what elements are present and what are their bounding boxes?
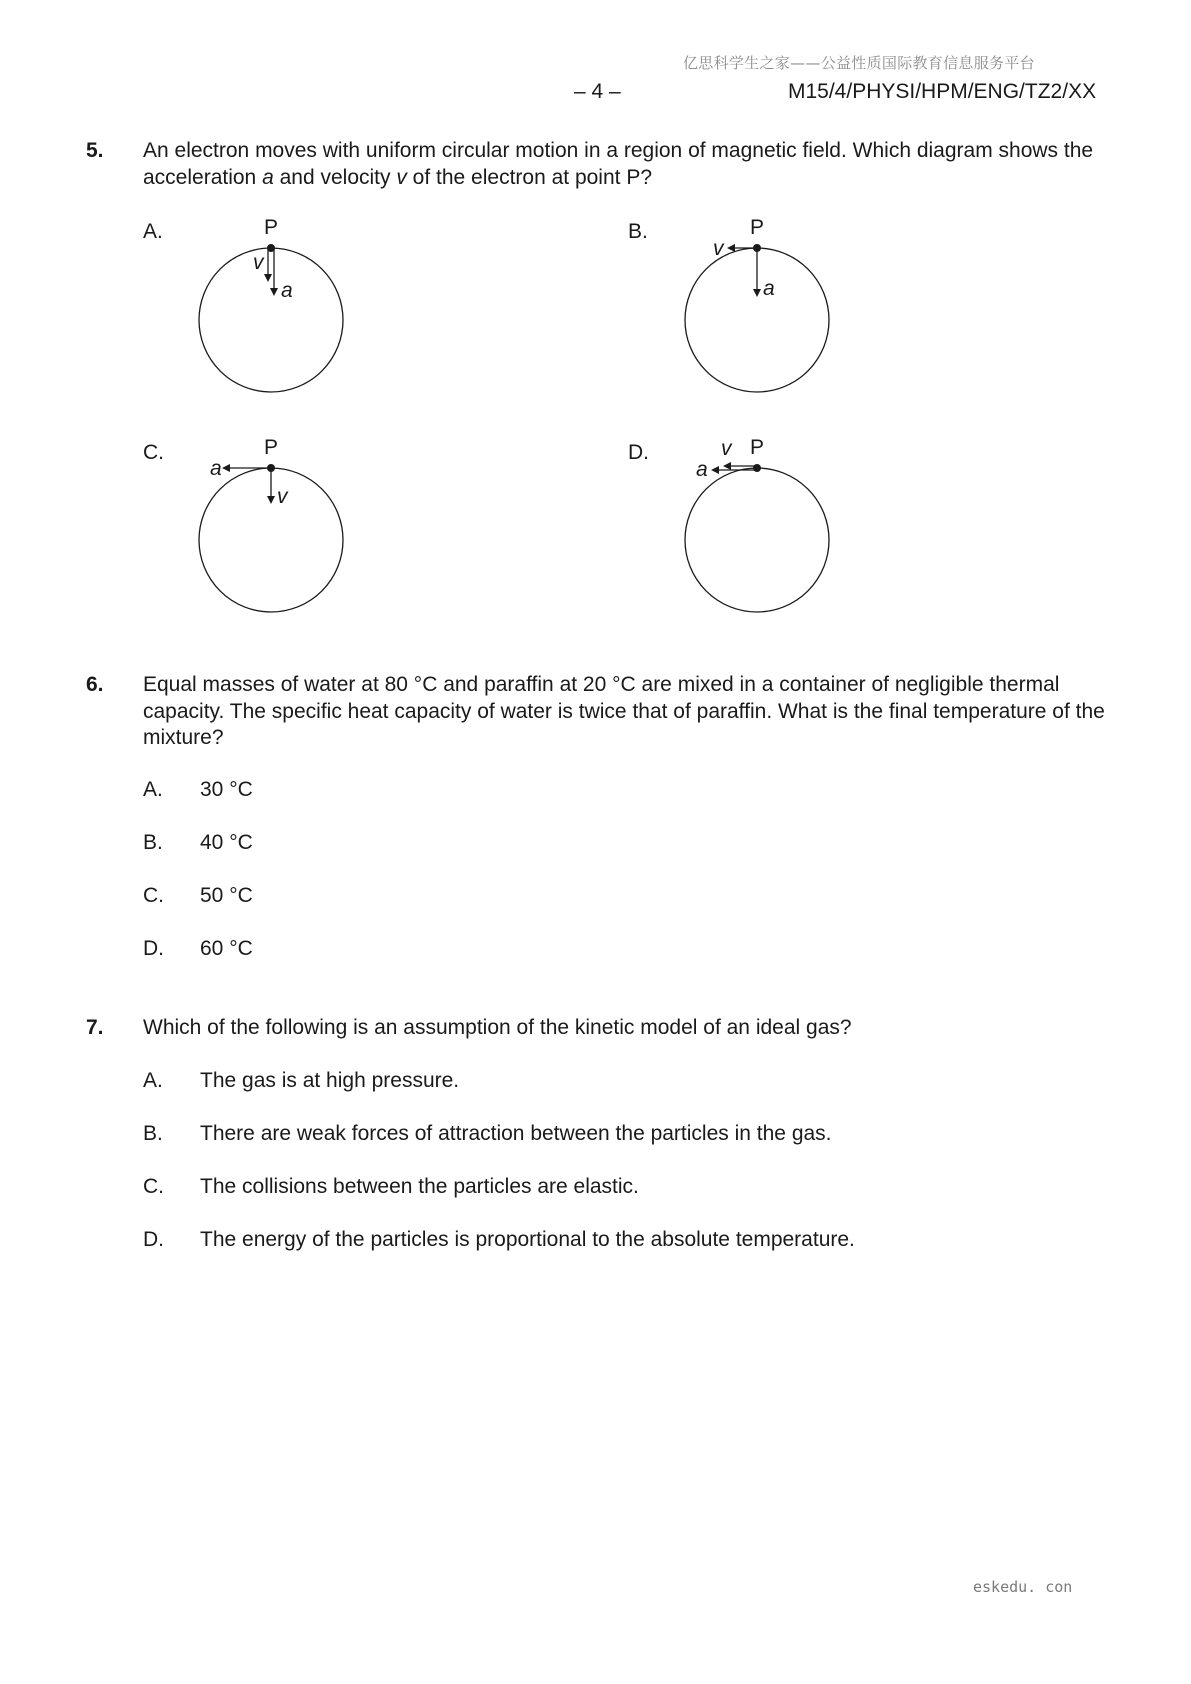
point-p-label: P: [264, 216, 279, 239]
point-p-label: P: [750, 216, 765, 239]
text-part: and velocity: [273, 165, 397, 189]
option-letter: A.: [143, 1069, 163, 1092]
acceleration-label: a: [696, 458, 708, 481]
option-letter: B.: [143, 831, 163, 854]
footer-site-mark: eskedu. con: [973, 1578, 1073, 1596]
diagram-c-letter: C.: [143, 441, 164, 464]
question-number: 6.: [86, 673, 104, 696]
point-p-label: P: [750, 436, 765, 459]
question-number: 7.: [86, 1016, 104, 1039]
option-text: 60 °C: [200, 937, 253, 960]
velocity-label: v: [713, 237, 724, 260]
option-text: 50 °C: [200, 884, 253, 907]
option-letter: A.: [143, 778, 163, 801]
option-letter: D.: [143, 937, 164, 960]
paper-code: M15/4/PHYSI/HPM/ENG/TZ2/XX: [788, 80, 1097, 103]
option-text: 30 °C: [200, 778, 253, 801]
symbol-a: a: [262, 165, 274, 189]
point-p-dot: [753, 464, 761, 472]
orbit-circle: [685, 468, 829, 612]
diagram-a-letter: A.: [143, 220, 163, 243]
diagram-d-letter: D.: [628, 441, 649, 464]
diagram-b-letter: B.: [628, 220, 648, 243]
text-part: of the electron at point P?: [406, 165, 653, 189]
option-letter: C.: [143, 884, 164, 907]
watermark: 亿思科学生之家——公益性质国际教育信息服务平台: [683, 54, 1035, 72]
option-text: 40 °C: [200, 831, 253, 854]
diagram-d: [677, 436, 837, 616]
acceleration-label: a: [210, 457, 222, 480]
option-text: There are weak forces of attraction between the particles in the gas.: [200, 1122, 832, 1145]
acceleration-label: a: [281, 279, 293, 302]
option-letter: D.: [143, 1228, 164, 1251]
acceleration-label: a: [763, 277, 775, 300]
question-text: [143, 138, 1143, 191]
option-text: The gas is at high pressure.: [200, 1069, 460, 1092]
text-part: An electron moves with uniform circular motion in a region of magnetic field. Which diagram shows the acceleration: [143, 139, 1094, 189]
question-number: 5.: [86, 139, 104, 162]
point-p-label: P: [264, 436, 279, 459]
diagram-c: [190, 436, 350, 616]
diagram-b: [677, 215, 837, 395]
page-number: – 4 –: [574, 80, 621, 103]
velocity-label: v: [277, 485, 288, 508]
question-text: Equal masses of water at 80 °C and paraffin at 20 °C are mixed in a container of negligible thermal capacity. The specific heat capacity of water is twice that of paraffin. What is the final temperature of the mixture?: [143, 673, 1105, 749]
diagram-a: [190, 215, 350, 395]
symbol-v: v: [396, 165, 407, 189]
orbit-circle: [199, 248, 343, 392]
option-letter: B.: [143, 1122, 163, 1145]
question-text: Which of the following is an assumption of the kinetic model of an ideal gas?: [143, 1016, 852, 1039]
option-letter: C.: [143, 1175, 164, 1198]
velocity-label: v: [253, 251, 264, 274]
option-text: The collisions between the particles are elastic.: [200, 1175, 639, 1198]
velocity-label: v: [721, 437, 732, 460]
option-text: The energy of the particles is proportional to the absolute temperature.: [200, 1228, 855, 1251]
